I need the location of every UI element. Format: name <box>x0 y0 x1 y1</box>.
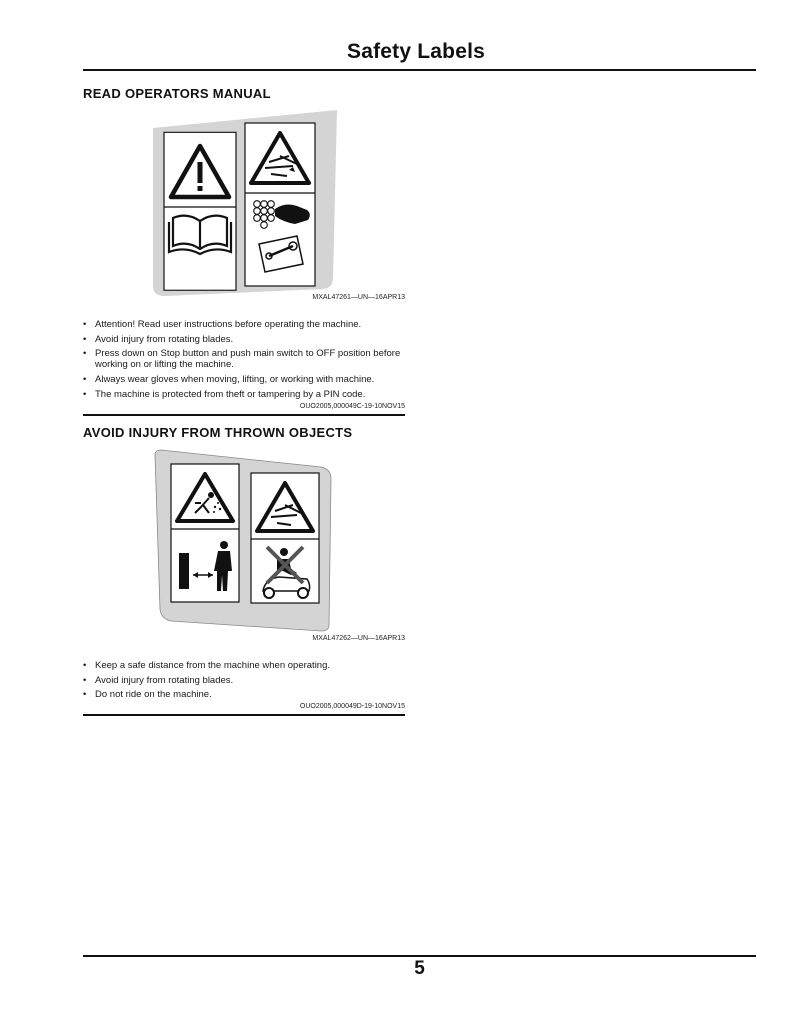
section-heading: READ OPERATORS MANUAL <box>83 86 271 101</box>
image-caption: MXAL47262—UN—16APR13 <box>312 635 405 642</box>
section-rule <box>83 414 405 416</box>
section-avoid-thrown-objects <box>83 425 405 725</box>
list-item: • Press down on Stop button and push main switch to OFF position before working on or lifting the machine. <box>83 348 405 371</box>
section-rule <box>83 714 405 716</box>
reference-code: OUO2005,000049D-19-10NOV15 <box>299 703 405 710</box>
safety-label-image <box>147 106 339 296</box>
bullet-list <box>83 319 405 403</box>
image-caption: MXAL47261—UN—16APR13 <box>312 294 405 301</box>
reference-code: OUO2005,000049C-19-10NOV15 <box>299 403 405 410</box>
list-item: • Keep a safe distance from the machine when operating. <box>83 660 405 671</box>
page-number: 5 <box>414 958 425 979</box>
bullet-list <box>83 660 405 704</box>
list-item: • Always wear gloves when moving, lifting, or working with machine. <box>83 374 405 385</box>
safety-label-image <box>151 449 335 633</box>
section-heading: AVOID INJURY FROM THROWN OBJECTS <box>83 425 353 440</box>
page-title: Safety Labels <box>347 40 485 63</box>
list-item: • Avoid injury from rotating blades. <box>83 334 405 345</box>
list-item: • Attention! Read user instructions before operating the machine. <box>83 319 405 330</box>
footer-rule <box>83 955 756 957</box>
header-rule <box>83 69 756 71</box>
list-item: • Avoid injury from rotating blades. <box>83 675 405 686</box>
section-read-operators-manual <box>83 86 405 416</box>
list-item: • The machine is protected from theft or tampering by a PIN code. <box>83 389 405 400</box>
list-item: • Do not ride on the machine. <box>83 689 405 700</box>
